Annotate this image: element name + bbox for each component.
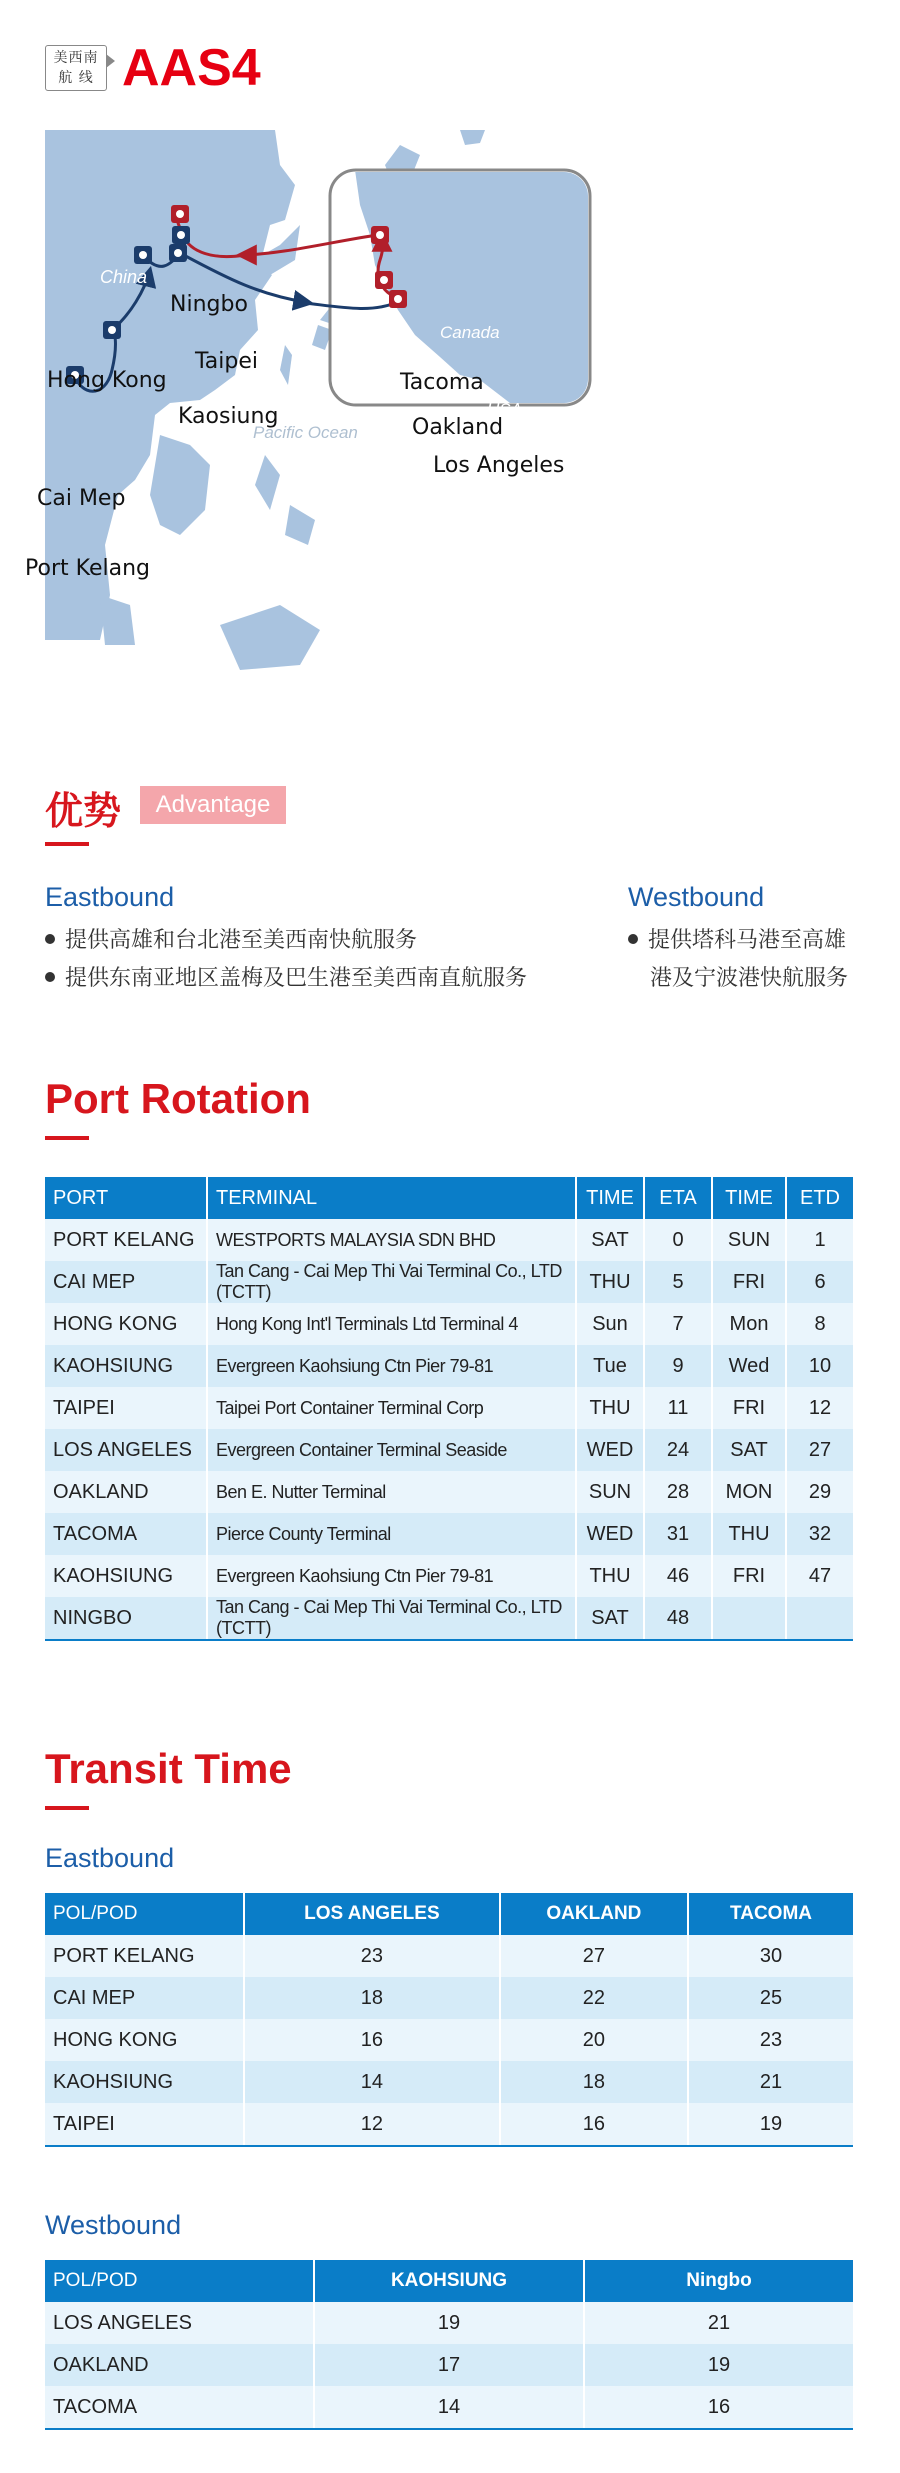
port-marker-hong-kong (134, 246, 152, 264)
table-cell: Mon (712, 1303, 786, 1345)
port-label-oakland: Oakland (412, 415, 504, 440)
column-header: LOS ANGELES (244, 1893, 500, 1935)
table-cell: 7 (644, 1303, 712, 1345)
bullet-icon (628, 934, 638, 944)
table-header-row (45, 1177, 853, 1219)
table-cell: 27 (500, 1935, 688, 1977)
port-marker-oakland (375, 271, 393, 289)
table-cell: SAT (576, 1219, 644, 1261)
table-cell: Taipei Port Container Terminal Corp (207, 1387, 576, 1429)
advantage-rule (45, 842, 89, 846)
table-cell: Ben E. Nutter Terminal (207, 1471, 576, 1513)
table-cell: PORT KELANG (45, 1935, 244, 1977)
table-row (45, 2386, 853, 2429)
table-cell: 18 (500, 2061, 688, 2103)
table-cell: CAI MEP (45, 1977, 244, 2019)
column-header: PORT (45, 1177, 207, 1219)
table-cell: CAI MEP (45, 1261, 207, 1303)
advantage-westbound-line2: 港及宁波港快航服务 (650, 966, 849, 991)
table-row (45, 1429, 853, 1471)
bullet-icon (45, 972, 55, 982)
table-cell: FRI (712, 1261, 786, 1303)
region-label-usa: USA (487, 400, 522, 419)
table-cell: Evergreen Kaohsiung Ctn Pier 79-81 (207, 1555, 576, 1597)
table-row (45, 1345, 853, 1387)
table-cell: Tan Cang - Cai Mep Thi Vai Terminal Co., LTD (TCTT) (207, 1597, 576, 1640)
column-header: TACOMA (688, 1893, 853, 1935)
table-cell: 24 (644, 1429, 712, 1471)
port-marker-kaosiung (169, 244, 187, 262)
table-cell: HONG KONG (45, 1303, 207, 1345)
transit-eastbound-title: Eastbound (45, 1843, 175, 1873)
table-row (45, 1513, 853, 1555)
table-cell: 46 (644, 1555, 712, 1597)
service-title: AAS4 (122, 39, 261, 97)
table-cell: 0 (644, 1219, 712, 1261)
table-cell: Evergreen Kaohsiung Ctn Pier 79-81 (207, 1345, 576, 1387)
list-item (45, 922, 527, 960)
table-cell: FRI (712, 1555, 786, 1597)
table-row (45, 2344, 853, 2386)
table-cell: 25 (688, 1977, 853, 2019)
advantage-eastbound-item: 提供东南亚地区盖梅及巴生港至美西南直航服务 (65, 966, 528, 991)
table-cell: 12 (786, 1387, 853, 1429)
table-cell: 18 (244, 1977, 500, 2019)
transit-westbound-title: Westbound (45, 2210, 182, 2240)
table-cell: 23 (688, 2019, 853, 2061)
column-header: TIME (576, 1177, 644, 1219)
table-cell: TACOMA (45, 2386, 314, 2429)
column-header: Ningbo (584, 2260, 853, 2302)
table-row (45, 2061, 853, 2103)
table-cell: 5 (644, 1261, 712, 1303)
column-header: TERMINAL (207, 1177, 576, 1219)
table-cell: OAKLAND (45, 1471, 207, 1513)
table-row (45, 2103, 853, 2146)
table-cell: TAIPEI (45, 2103, 244, 2146)
port-rotation-title: Port Rotation (45, 1075, 311, 1122)
table-row (45, 1261, 853, 1303)
route-tag-line2: 航 线 (58, 70, 94, 86)
table-cell (786, 1597, 853, 1640)
table-cell: 28 (644, 1471, 712, 1513)
table-cell: SUN (576, 1471, 644, 1513)
table-row (45, 1303, 853, 1345)
table-cell: SAT (712, 1429, 786, 1471)
column-header: ETA (644, 1177, 712, 1219)
table-cell: 10 (786, 1345, 853, 1387)
table-cell: MON (712, 1471, 786, 1513)
table-cell: OAKLAND (45, 2344, 314, 2386)
table-cell: 1 (786, 1219, 853, 1261)
list-item (628, 960, 848, 998)
table-cell: Tan Cang - Cai Mep Thi Vai Terminal Co., LTD (TCTT) (207, 1261, 576, 1303)
table-cell: 19 (314, 2302, 584, 2344)
port-label-cai-mep: Cai Mep (37, 486, 126, 511)
table-cell: Sun (576, 1303, 644, 1345)
list-item (628, 922, 848, 960)
port-marker-cai-mep (103, 321, 121, 339)
bullet-icon (45, 934, 55, 944)
port-marker-tacoma (371, 226, 389, 244)
table-cell: THU (576, 1387, 644, 1429)
advantage-title: 优势 (45, 789, 122, 833)
table-cell: 19 (584, 2344, 853, 2386)
port-label-port-kelang: Port Kelang (25, 556, 150, 581)
advantage-badge: Advantage (140, 786, 286, 824)
table-cell: WED (576, 1513, 644, 1555)
table-row (45, 1471, 853, 1513)
table-cell: 6 (786, 1261, 853, 1303)
advantage-westbound-title: Westbound (628, 882, 765, 912)
table-cell: 48 (644, 1597, 712, 1640)
table-header-row (45, 2260, 853, 2302)
table-cell: 29 (786, 1471, 853, 1513)
list-item (45, 960, 527, 998)
table-cell: Evergreen Container Terminal Seaside (207, 1429, 576, 1471)
table-cell: WESTPORTS MALAYSIA SDN BHD (207, 1219, 576, 1261)
table-cell: LOS ANGELES (45, 2302, 314, 2344)
table-cell: 17 (314, 2344, 584, 2386)
transit-time-rule (45, 1806, 89, 1810)
port-marker-taipei (172, 226, 190, 244)
table-cell: 8 (786, 1303, 853, 1345)
column-header: ETD (786, 1177, 853, 1219)
table-cell: KAOHSIUNG (45, 1345, 207, 1387)
table-cell: 31 (644, 1513, 712, 1555)
table-cell: 11 (644, 1387, 712, 1429)
port-label-los-angeles: Los Angeles (433, 453, 565, 478)
route-map (25, 125, 780, 685)
table-cell: TACOMA (45, 1513, 207, 1555)
port-rotation-table (45, 1177, 853, 1641)
table-cell: 21 (688, 2061, 853, 2103)
table-cell: KAOHSIUNG (45, 2061, 244, 2103)
table-cell: 47 (786, 1555, 853, 1597)
table-cell: Wed (712, 1345, 786, 1387)
column-header: POL/POD (45, 2260, 314, 2302)
table-row (45, 1935, 853, 1977)
region-label-ocean: Pacific Ocean (253, 423, 358, 442)
route-tag-line1: 美西南 (53, 50, 99, 66)
table-cell: 14 (244, 2061, 500, 2103)
table-cell: SUN (712, 1219, 786, 1261)
column-header: POL/POD (45, 1893, 244, 1935)
port-marker-ningbo (171, 205, 189, 223)
table-cell: 19 (688, 2103, 853, 2146)
table-cell: LOS ANGELES (45, 1429, 207, 1471)
transit-westbound-table (45, 2260, 853, 2430)
table-cell: 16 (500, 2103, 688, 2146)
table-cell: Hong Kong Int'l Terminals Ltd Terminal 4 (207, 1303, 576, 1345)
table-cell: Pierce County Terminal (207, 1513, 576, 1555)
table-cell (712, 1597, 786, 1640)
table-cell: 16 (244, 2019, 500, 2061)
table-cell: WED (576, 1429, 644, 1471)
table-row (45, 1219, 853, 1261)
table-row (45, 2302, 853, 2344)
table-cell: 20 (500, 2019, 688, 2061)
table-row (45, 1555, 853, 1597)
advantage-westbound-line1: 提供塔科马港至高雄 (648, 928, 847, 953)
table-row (45, 1597, 853, 1640)
advantage-eastbound-title: Eastbound (45, 882, 175, 912)
table-header-row (45, 1893, 853, 1935)
table-cell: HONG KONG (45, 2019, 244, 2061)
table-cell: 9 (644, 1345, 712, 1387)
table-cell: 16 (584, 2386, 853, 2429)
table-cell: THU (576, 1261, 644, 1303)
table-cell: 27 (786, 1429, 853, 1471)
transit-time-title: Transit Time (45, 1745, 292, 1792)
port-label-ningbo: Ningbo (170, 292, 248, 317)
advantage-westbound-list (628, 922, 848, 998)
table-cell: KAOHSIUNG (45, 1555, 207, 1597)
table-cell: TAIPEI (45, 1387, 207, 1429)
table-row (45, 1387, 853, 1429)
port-label-taipei: Taipei (195, 349, 259, 374)
table-cell: 14 (314, 2386, 584, 2429)
advantage-eastbound-list (45, 922, 527, 998)
table-cell: 12 (244, 2103, 500, 2146)
column-header: KAOHSIUNG (314, 2260, 584, 2302)
table-row (45, 1977, 853, 2019)
table-cell: PORT KELANG (45, 1219, 207, 1261)
port-label-kaosiung: Kaosiung (178, 404, 279, 429)
table-cell: 32 (786, 1513, 853, 1555)
region-label-canada: Canada (440, 323, 500, 342)
route-type-tag (45, 45, 107, 91)
port-rotation-rule (45, 1136, 89, 1140)
table-cell: FRI (712, 1387, 786, 1429)
table-row (45, 2019, 853, 2061)
table-cell: NINGBO (45, 1597, 207, 1640)
table-cell: 22 (500, 1977, 688, 2019)
column-header: OAKLAND (500, 1893, 688, 1935)
port-marker-los-angeles (389, 290, 407, 308)
table-cell: THU (576, 1555, 644, 1597)
table-cell: 30 (688, 1935, 853, 1977)
table-cell: 23 (244, 1935, 500, 1977)
port-label-hong-kong: Hong Kong (47, 368, 167, 393)
table-cell: 21 (584, 2302, 853, 2344)
column-header: TIME (712, 1177, 786, 1219)
table-cell: Tue (576, 1345, 644, 1387)
table-cell: SAT (576, 1597, 644, 1640)
table-cell: THU (712, 1513, 786, 1555)
advantage-eastbound-item: 提供高雄和台北港至美西南快航服务 (65, 928, 418, 953)
transit-eastbound-table (45, 1893, 853, 2147)
port-label-tacoma: Tacoma (400, 370, 484, 395)
region-label-china: China (100, 267, 148, 287)
